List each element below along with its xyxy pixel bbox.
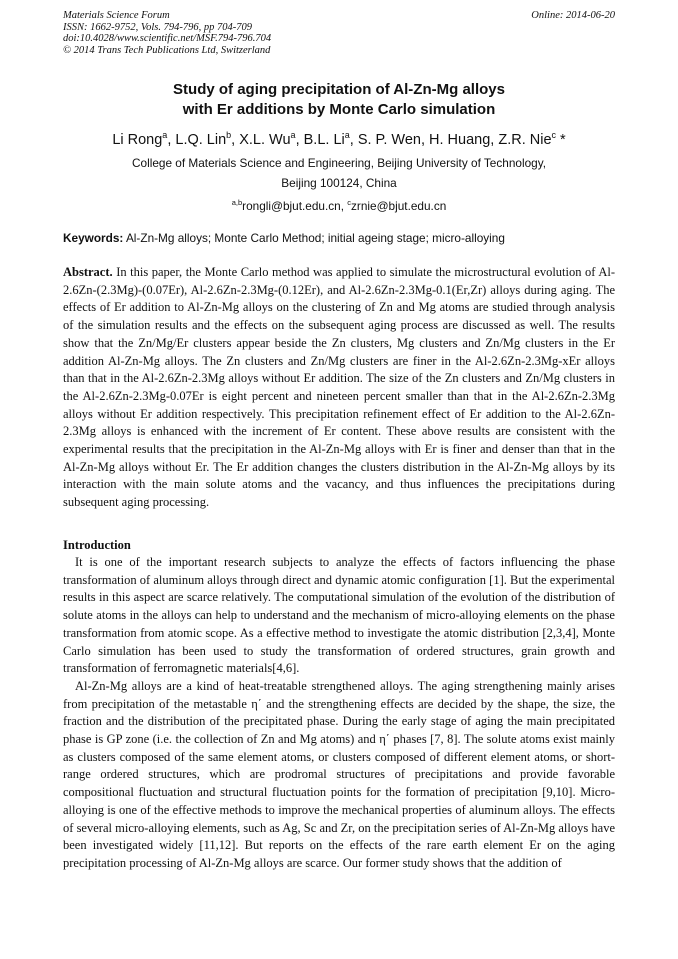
- author-affil-mark: c: [551, 130, 557, 140]
- author-separator: ,: [420, 131, 430, 148]
- author-separator: ,: [295, 131, 304, 148]
- author-list: [30, 126, 648, 149]
- online-date: Online: 2014-06-20: [531, 10, 615, 21]
- author-separator: *: [556, 131, 566, 148]
- email-mark-2: c: [347, 198, 352, 207]
- abstract: [63, 264, 615, 512]
- email-2: zrnie@bjut.edu.cn: [351, 198, 447, 213]
- author: [429, 132, 498, 148]
- author-name: L.Q. Lin: [175, 131, 227, 148]
- paragraph: Al-Zn-Mg alloys are a kind of heat-treatable strengthened alloys. The aging strengthening mainly arises from precipitation of the metastable η΄ and the strengthening effects are decided by the shape, the size, the fraction and the distribution of the precipitated phase. During the early stage of aging the main precipitated phase is GP zone (i.e. the collection of Zn and Mg atoms) and η΄ phases [7, 8]. The solute atoms exist mainly as clusters composed of the same element atoms, or clusters composed of different element atoms, or short-range ordered structures, which are prodromal structures of precipitations and provide favorable compositional fluctuation and structural fluctuation points for the formation of precipitation [9,10]. Micro-alloying is one of the effective methods to improve the mechanical properties of aluminum alloys. The effects of several micro-alloying elements, such as Ag, Sc and Zr, on the precipitation series of Al-Zn-Mg alloys have been investigated widely [11,12]. But reports on the effects of the rare earth element Er on the aging precipitation processing of Al-Zn-Mg alloys are scarce. Our former study shows that the addition of: [63, 678, 615, 870]
- affiliation-line-1: College of Materials Science and Engineering, Beijing University of Technology,: [132, 156, 546, 170]
- keywords: [63, 231, 615, 246]
- email-mark-1: a,b: [231, 198, 243, 207]
- paragraph: It is one of the important research subjects to analyze the effects of factors influencing the phase transformation of aluminum alloys through direct and dynamic atomic configuration [1]. But the experimental results in this aspect are scarce relatively. The computational simulation of the evolution of the distribution of solute atoms in the alloys can help to understand and the mechanism of micro-alloying elements on the phase transformation from atomic scope. As a effective method to investigate the atomic distribution [2,3,4], Monte Carlo simulation has been used to study the transformation of ordered structures, grain growth and transformation of ferromagnetic materials[4,6].: [63, 555, 615, 676]
- author-name: Z.R. Nie: [498, 131, 552, 148]
- paper-title: [40, 80, 638, 120]
- author-affil-mark: a: [344, 130, 350, 140]
- author-separator: ,: [349, 131, 358, 148]
- author-affil-mark: a: [162, 130, 168, 140]
- keywords-text: Al-Zn-Mg alloys; Monte Carlo Method; initial ageing stage; micro-alloying: [123, 231, 505, 245]
- author: [175, 132, 239, 148]
- author-name: B.L. Li: [303, 131, 345, 148]
- author-name: X.L. Wu: [239, 131, 291, 148]
- author: [239, 132, 303, 148]
- copyright: © 2014 Trans Tech Publications Ltd, Switzerland: [63, 44, 271, 56]
- author-name: S. P. Wen: [357, 131, 421, 148]
- author-affil-mark: a: [290, 130, 296, 140]
- title-line-2: with Er additions by Monte Carlo simulation: [182, 101, 496, 118]
- author-separator: ,: [167, 131, 176, 148]
- section-heading-introduction: Introduction: [63, 538, 131, 552]
- email-1: rongli@bjut.edu.cn,: [242, 198, 348, 213]
- affiliation-line-2: Beijing 100124, China: [281, 175, 397, 190]
- author: [304, 132, 358, 148]
- author: [358, 132, 429, 148]
- author: [498, 132, 565, 148]
- author-separator: ,: [231, 131, 240, 148]
- issn: ISSN: 1662-9752, Vols. 794-796, pp 704-709: [63, 21, 252, 33]
- journal-name: Materials Science Forum: [63, 10, 170, 21]
- title-line-1: Study of aging precipitation of Al-Zn-Mg alloys: [173, 81, 505, 98]
- keywords-label: Keywords:: [63, 231, 124, 245]
- author-affil-mark: b: [226, 130, 232, 140]
- abstract-label: Abstract.: [63, 265, 113, 279]
- doi: doi:10.4028/www.scientific.net/MSF.794-796.704: [63, 33, 272, 44]
- running-header: [63, 10, 615, 56]
- introduction-body: [63, 554, 615, 873]
- abstract-text: In this paper, the Monte Carlo method was applied to simulate the microstructural evolution of Al-2.6Zn-(2.3Mg)-(0.07Er), Al-2.6Zn-2.3Mg-(0.12Er), and Al-2.6Zn-2.3Mg-0.1(Er,Zr) alloys during aging. The effects of Er addition to Al-Zn-Mg alloys on the clustering of Zn and Mg atoms are studied through analysis of the simulation results and the effects on the subsequent aging process are discussed as well. The results show that the Zn/Mg/Er clusters appear beside the Zn clusters, Mg clusters and Zn/Mg clusters in the Er addition Al-Zn-Mg alloys. The Zn clusters and Zn/Mg clusters are finer in the Al-2.6Zn-2.3Mg-xEr alloys than that in the Al-2.6Zn-2.3Mg alloys without Er addition. The size of the Zn clusters and Zn/Mg clusters in the Al-2.6Zn-2.3Mg-0.07Er is eight percent and nineteen percent smaller than that in the Al-2.6Zn-2.3Mg alloys without Er addition respectively. This precipitation refinement effect of Er addition to the Al-2.6Zn-2.3Mg alloys is enhanced with the increment of Er content. These above results are consistent with the experimental results that the precipitation in the Al-Zn-Mg alloys with Er is finer and denser than that in the Al-Zn-Mg alloys without Er. The Er addition changes the clusters distribution in the Al-Zn-Mg alloys by its interaction with the main solute atoms and the vacancy, and thus influences the precipitations during subsequent aging processing.: [63, 265, 615, 510]
- affiliation: [30, 154, 648, 216]
- email-line: [30, 193, 648, 216]
- author-name: Li Rong: [112, 131, 163, 148]
- author-separator: ,: [490, 131, 499, 148]
- author: [112, 132, 175, 148]
- author-name: H. Huang: [429, 131, 491, 148]
